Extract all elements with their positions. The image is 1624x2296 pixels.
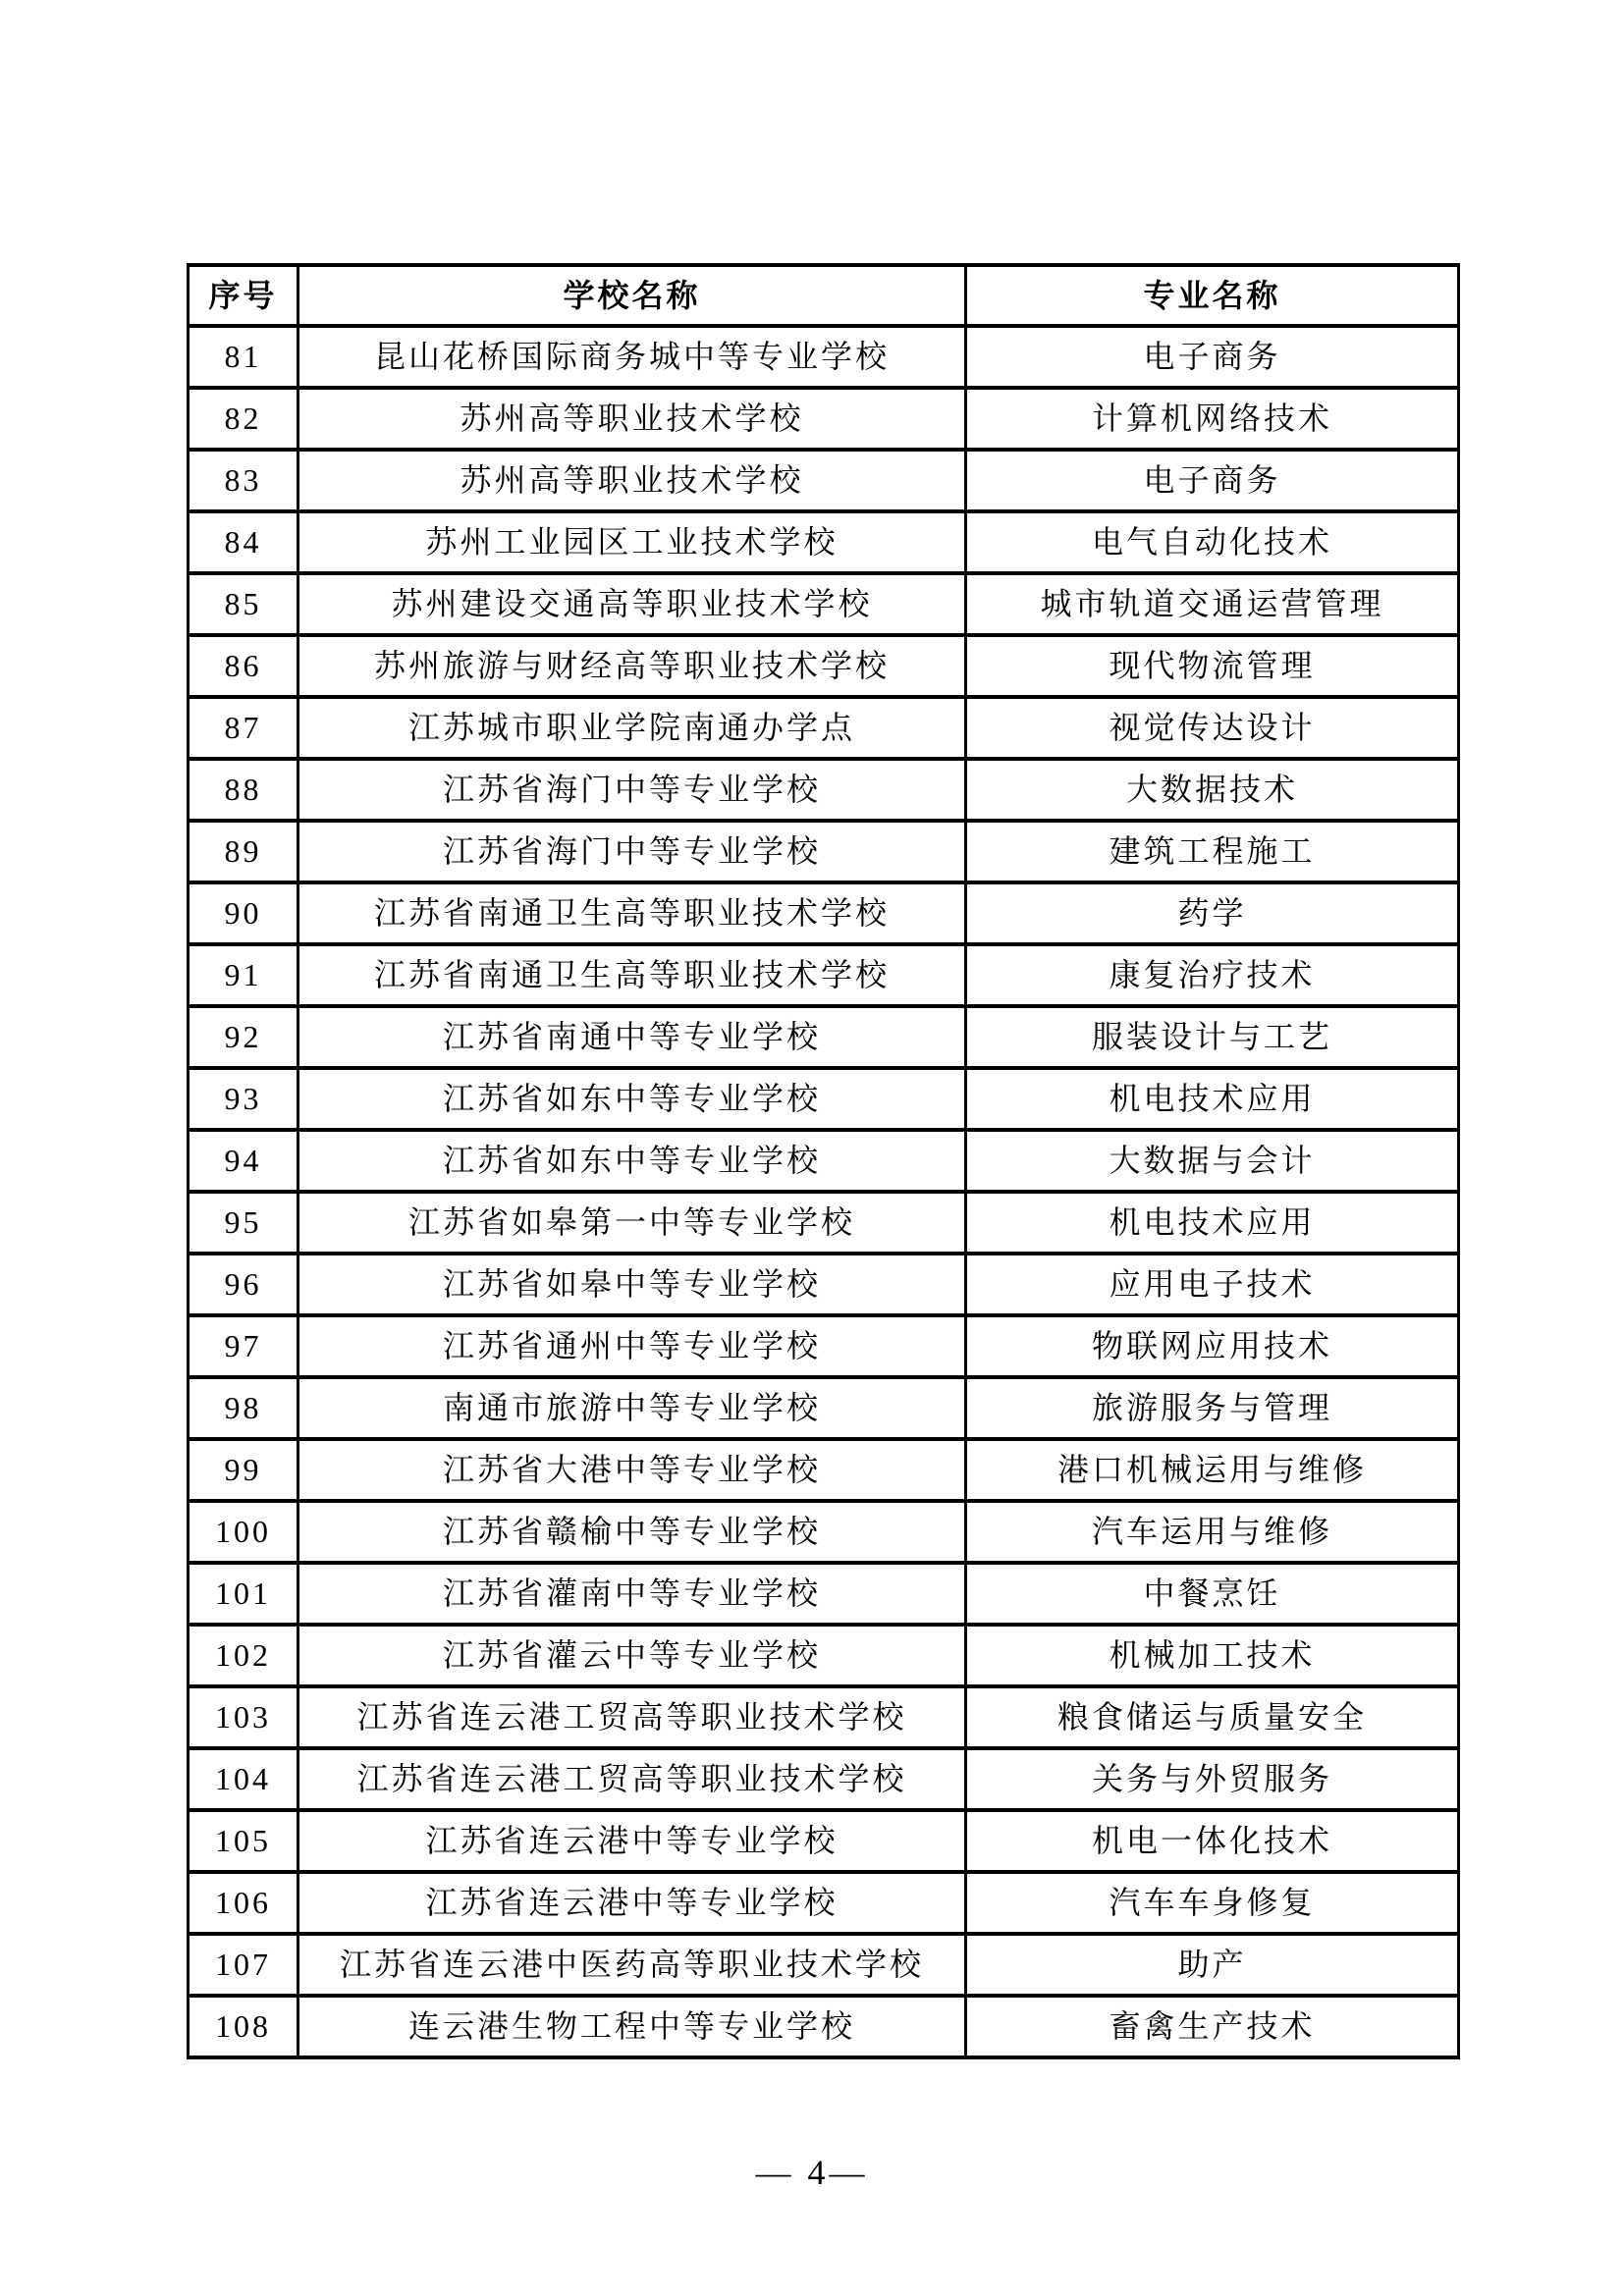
table-row: [189, 1068, 1459, 1130]
school-major-table: [187, 263, 1460, 2059]
major-name-cell: 中餐烹饪: [966, 1563, 1459, 1625]
table-row: [189, 1563, 1459, 1625]
school-name-cell: 江苏省连云港中等专业学校: [298, 1810, 966, 1872]
major-name-cell: 大数据与会计: [966, 1130, 1459, 1192]
table-row: [189, 1934, 1459, 1996]
row-index-cell: 103: [189, 1686, 298, 1748]
row-index-cell: 88: [189, 759, 298, 821]
table-row: [189, 1130, 1459, 1192]
table-row: [189, 1810, 1459, 1872]
school-name-cell: 江苏省连云港中医药高等职业技术学校: [298, 1934, 966, 1996]
major-name-cell: 机电技术应用: [966, 1068, 1459, 1130]
major-name-cell: 助产: [966, 1934, 1459, 1996]
row-index-cell: 93: [189, 1068, 298, 1130]
school-name-cell: 苏州高等职业技术学校: [298, 450, 966, 511]
major-name-cell: 大数据技术: [966, 759, 1459, 821]
school-name-cell: 苏州高等职业技术学校: [298, 388, 966, 450]
major-name-cell: 关务与外贸服务: [966, 1748, 1459, 1810]
major-name-cell: 药学: [966, 882, 1459, 944]
table-row: [189, 944, 1459, 1006]
major-name-cell: 畜禽生产技术: [966, 1996, 1459, 2057]
school-name-cell: 江苏城市职业学院南通办学点: [298, 697, 966, 759]
major-name-cell: 物联网应用技术: [966, 1315, 1459, 1377]
row-index-cell: 105: [189, 1810, 298, 1872]
row-index-cell: 87: [189, 697, 298, 759]
major-name-cell: 电气自动化技术: [966, 511, 1459, 573]
school-name-cell: 昆山花桥国际商务城中等专业学校: [298, 326, 966, 388]
row-index-cell: 102: [189, 1625, 298, 1686]
page-number: — 4—: [755, 2153, 869, 2192]
school-name-cell: 江苏省南通卫生高等职业技术学校: [298, 882, 966, 944]
school-name-cell: 江苏省海门中等专业学校: [298, 759, 966, 821]
table-body: [189, 326, 1459, 2057]
table-row: [189, 388, 1459, 450]
row-index-cell: 94: [189, 1130, 298, 1192]
major-name-cell: 粮食储运与质量安全: [966, 1686, 1459, 1748]
major-name-cell: 计算机网络技术: [966, 388, 1459, 450]
school-name-cell: 苏州旅游与财经高等职业技术学校: [298, 635, 966, 697]
table-row: [189, 1254, 1459, 1315]
major-name-cell: 机电一体化技术: [966, 1810, 1459, 1872]
school-name-cell: 江苏省大港中等专业学校: [298, 1439, 966, 1501]
row-index-cell: 101: [189, 1563, 298, 1625]
school-name-cell: 江苏省灌云中等专业学校: [298, 1625, 966, 1686]
table-row: [189, 1872, 1459, 1934]
table-row: [189, 1996, 1459, 2057]
major-name-cell: 建筑工程施工: [966, 821, 1459, 882]
school-name-cell: 江苏省如东中等专业学校: [298, 1130, 966, 1192]
table-header-row: [189, 265, 1459, 326]
major-name-cell: 服装设计与工艺: [966, 1006, 1459, 1068]
row-index-cell: 104: [189, 1748, 298, 1810]
header-cell-index: 序号: [189, 265, 298, 326]
major-name-cell: 旅游服务与管理: [966, 1377, 1459, 1439]
row-index-cell: 99: [189, 1439, 298, 1501]
major-name-cell: 城市轨道交通运营管理: [966, 573, 1459, 635]
table-row: [189, 635, 1459, 697]
major-name-cell: 港口机械运用与维修: [966, 1439, 1459, 1501]
school-name-cell: 连云港生物工程中等专业学校: [298, 1996, 966, 2057]
major-name-cell: 汽车运用与维修: [966, 1501, 1459, 1563]
major-name-cell: 机电技术应用: [966, 1192, 1459, 1254]
row-index-cell: 84: [189, 511, 298, 573]
row-index-cell: 97: [189, 1315, 298, 1377]
table-row: [189, 1315, 1459, 1377]
school-name-cell: 江苏省赣榆中等专业学校: [298, 1501, 966, 1563]
school-name-cell: 江苏省海门中等专业学校: [298, 821, 966, 882]
major-name-cell: 电子商务: [966, 450, 1459, 511]
school-name-cell: 南通市旅游中等专业学校: [298, 1377, 966, 1439]
row-index-cell: 106: [189, 1872, 298, 1934]
row-index-cell: 90: [189, 882, 298, 944]
table-row: [189, 1748, 1459, 1810]
school-name-cell: 江苏省如皋第一中等专业学校: [298, 1192, 966, 1254]
table-row: [189, 511, 1459, 573]
school-name-cell: 江苏省连云港中等专业学校: [298, 1872, 966, 1934]
table-row: [189, 450, 1459, 511]
table-row: [189, 1377, 1459, 1439]
major-name-cell: 现代物流管理: [966, 635, 1459, 697]
school-name-cell: 江苏省连云港工贸高等职业技术学校: [298, 1748, 966, 1810]
row-index-cell: 83: [189, 450, 298, 511]
table-row: [189, 1625, 1459, 1686]
table-row: [189, 1192, 1459, 1254]
table-row: [189, 882, 1459, 944]
table-row: [189, 821, 1459, 882]
table-row: [189, 697, 1459, 759]
row-index-cell: 108: [189, 1996, 298, 2057]
major-name-cell: 视觉传达设计: [966, 697, 1459, 759]
row-index-cell: 89: [189, 821, 298, 882]
header-cell-school: 学校名称: [298, 265, 966, 326]
school-name-cell: 江苏省南通卫生高等职业技术学校: [298, 944, 966, 1006]
major-name-cell: 汽车车身修复: [966, 1872, 1459, 1934]
major-name-cell: 机械加工技术: [966, 1625, 1459, 1686]
school-name-cell: 江苏省连云港工贸高等职业技术学校: [298, 1686, 966, 1748]
row-index-cell: 85: [189, 573, 298, 635]
table-row: [189, 1501, 1459, 1563]
major-name-cell: 电子商务: [966, 326, 1459, 388]
school-name-cell: 苏州工业园区工业技术学校: [298, 511, 966, 573]
table-row: [189, 759, 1459, 821]
school-name-cell: 苏州建设交通高等职业技术学校: [298, 573, 966, 635]
row-index-cell: 91: [189, 944, 298, 1006]
row-index-cell: 107: [189, 1934, 298, 1996]
school-name-cell: 江苏省通州中等专业学校: [298, 1315, 966, 1377]
table-row: [189, 1686, 1459, 1748]
row-index-cell: 82: [189, 388, 298, 450]
school-name-cell: 江苏省如皋中等专业学校: [298, 1254, 966, 1315]
row-index-cell: 96: [189, 1254, 298, 1315]
table-row: [189, 326, 1459, 388]
table-row: [189, 1439, 1459, 1501]
row-index-cell: 86: [189, 635, 298, 697]
table-row: [189, 573, 1459, 635]
table-row: [189, 1006, 1459, 1068]
major-name-cell: 应用电子技术: [966, 1254, 1459, 1315]
row-index-cell: 100: [189, 1501, 298, 1563]
row-index-cell: 92: [189, 1006, 298, 1068]
table-header: [189, 265, 1459, 326]
header-cell-major: 专业名称: [966, 265, 1459, 326]
row-index-cell: 81: [189, 326, 298, 388]
row-index-cell: 95: [189, 1192, 298, 1254]
school-name-cell: 江苏省灌南中等专业学校: [298, 1563, 966, 1625]
school-name-cell: 江苏省南通中等专业学校: [298, 1006, 966, 1068]
major-name-cell: 康复治疗技术: [966, 944, 1459, 1006]
school-name-cell: 江苏省如东中等专业学校: [298, 1068, 966, 1130]
row-index-cell: 98: [189, 1377, 298, 1439]
